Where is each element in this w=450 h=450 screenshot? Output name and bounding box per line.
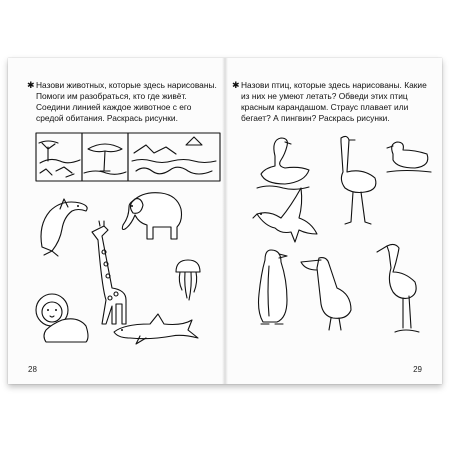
jellyfish-drawing xyxy=(174,258,202,302)
right-page xyxy=(225,58,442,384)
eagle-drawing xyxy=(251,184,329,246)
sea-habitat xyxy=(128,133,220,181)
duck-drawing xyxy=(385,136,433,174)
lion-drawing xyxy=(32,290,94,346)
asterisk-icon: ✱ xyxy=(232,80,240,90)
swan-drawing xyxy=(255,136,311,190)
shark-drawing xyxy=(110,312,202,346)
right-instruction-block xyxy=(232,80,427,124)
heron-drawing xyxy=(375,238,425,338)
left-page xyxy=(8,58,225,384)
right-page-number: 29 xyxy=(413,365,422,374)
pelican-drawing xyxy=(299,254,359,334)
open-workbook xyxy=(8,58,442,384)
dolphin-drawing xyxy=(34,195,94,257)
penguin-drawing xyxy=(253,246,295,328)
left-page-number: 28 xyxy=(28,365,37,374)
left-instruction-text: Назови животных, которые здесь нарисованы. Помоги им разобраться, кто где живёт. Соедини линией каждое животное с его средой обитания. Раскрась рисунки. xyxy=(36,80,217,123)
asterisk-icon: ✱ xyxy=(27,80,35,90)
savanna-habitat xyxy=(36,133,82,181)
book-spine xyxy=(222,58,228,384)
savanna-tree-habitat xyxy=(82,133,128,181)
habitat-pictures xyxy=(36,133,220,181)
left-instruction-block xyxy=(27,80,218,124)
ostrich-drawing xyxy=(325,132,383,228)
right-instruction-text: Назови птиц, которые здесь нарисованы. Какие из них не умеют летать? Обведи этих птиц красным карандашом. Страус плавает или бегает? А пингвин? Раскрась рисунки. xyxy=(241,80,427,123)
